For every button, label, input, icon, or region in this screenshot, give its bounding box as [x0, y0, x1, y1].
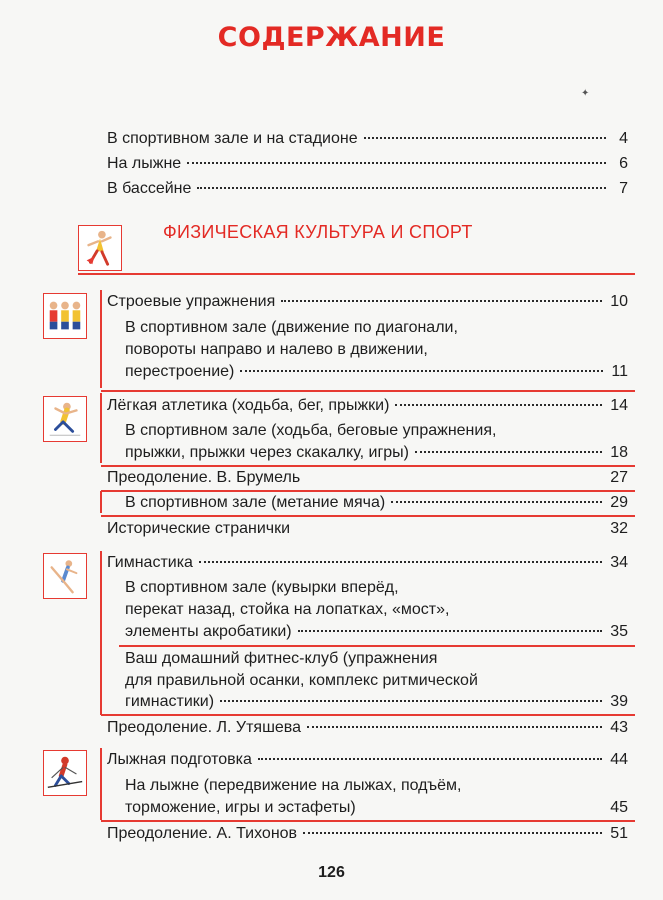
jumping-athlete-icon	[43, 396, 87, 442]
section-divider	[101, 820, 635, 822]
section-divider	[78, 273, 635, 275]
toc-subentry-line: В спортивном зале (кувырки вперёд,	[125, 579, 399, 596]
page-number: 126	[318, 864, 345, 881]
toc-entry[interactable]: Преодоление. А. Тихонов 51	[107, 825, 628, 842]
toc-entry[interactable]: Исторические странички 32	[107, 520, 628, 537]
section-divider	[101, 390, 635, 392]
toc-entry[interactable]: торможение, игры и эстафеты) 45	[125, 799, 628, 816]
toc-entry[interactable]: В спортивном зале и на стадионе 4	[107, 130, 628, 147]
section-heading: ФИЗИЧЕСКАЯ КУЛЬТУРА И СПОРТ	[163, 222, 473, 242]
toc-entry[interactable]: Преодоление. Л. Утяшева 43	[107, 719, 628, 736]
toc-entry[interactable]: Лыжная подготовка 44	[107, 751, 628, 768]
toc-subentry-line: В спортивном зале (ходьба, беговые упражнения,	[125, 422, 497, 439]
toc-subentry-line: На лыжне (передвижение на лыжах, подъём,	[125, 777, 462, 794]
toc-entry[interactable]: На лыжне 6	[107, 155, 628, 172]
toc-subentry-line: Ваш домашний фитнес-клуб (упражнения	[125, 650, 438, 667]
toc-subentry-line: для правильной осанки, комплекс ритмической	[125, 672, 478, 689]
toc-entry[interactable]: прыжки, прыжки через скакалку, игры) 18	[125, 444, 628, 461]
toc-entry[interactable]: Лёгкая атлетика (ходьба, бег, прыжки) 14	[107, 397, 628, 414]
toc-entry[interactable]: элементы акробатики) 35	[125, 623, 628, 640]
toc-entry[interactable]: В бассейне 7	[107, 180, 628, 197]
section-divider	[101, 714, 635, 716]
toc-subentry-line: В спортивном зале (движение по диагонали,	[125, 319, 458, 336]
toc-subentry-line: повороты направо и налево в движении,	[125, 341, 428, 358]
section-divider	[119, 645, 635, 647]
students-lineup-icon	[43, 293, 87, 339]
toc-subentry-line: перекат назад, стойка на лопатках, «мост»,	[125, 601, 450, 618]
toc-entry[interactable]: перестроение) 11	[125, 363, 628, 380]
toc-entry[interactable]: В спортивном зале (метание мяча) 29	[125, 494, 628, 511]
toc-entry[interactable]: Строевые упражнения 10	[107, 293, 628, 310]
print-mark-icon: ✦	[581, 88, 590, 99]
runner-icon	[78, 225, 122, 271]
skier-icon	[43, 750, 87, 796]
section-divider	[101, 490, 635, 492]
toc-entry[interactable]: Преодоление. В. Брумель 27	[107, 469, 628, 486]
gymnast-icon	[43, 553, 87, 599]
section-divider	[101, 515, 635, 517]
toc-entry[interactable]: Гимнастика 34	[107, 554, 628, 571]
toc-entry[interactable]: гимнастики) 39	[125, 693, 628, 710]
page-title: СОДЕРЖАНИЕ	[217, 22, 446, 53]
section-divider	[101, 465, 635, 467]
